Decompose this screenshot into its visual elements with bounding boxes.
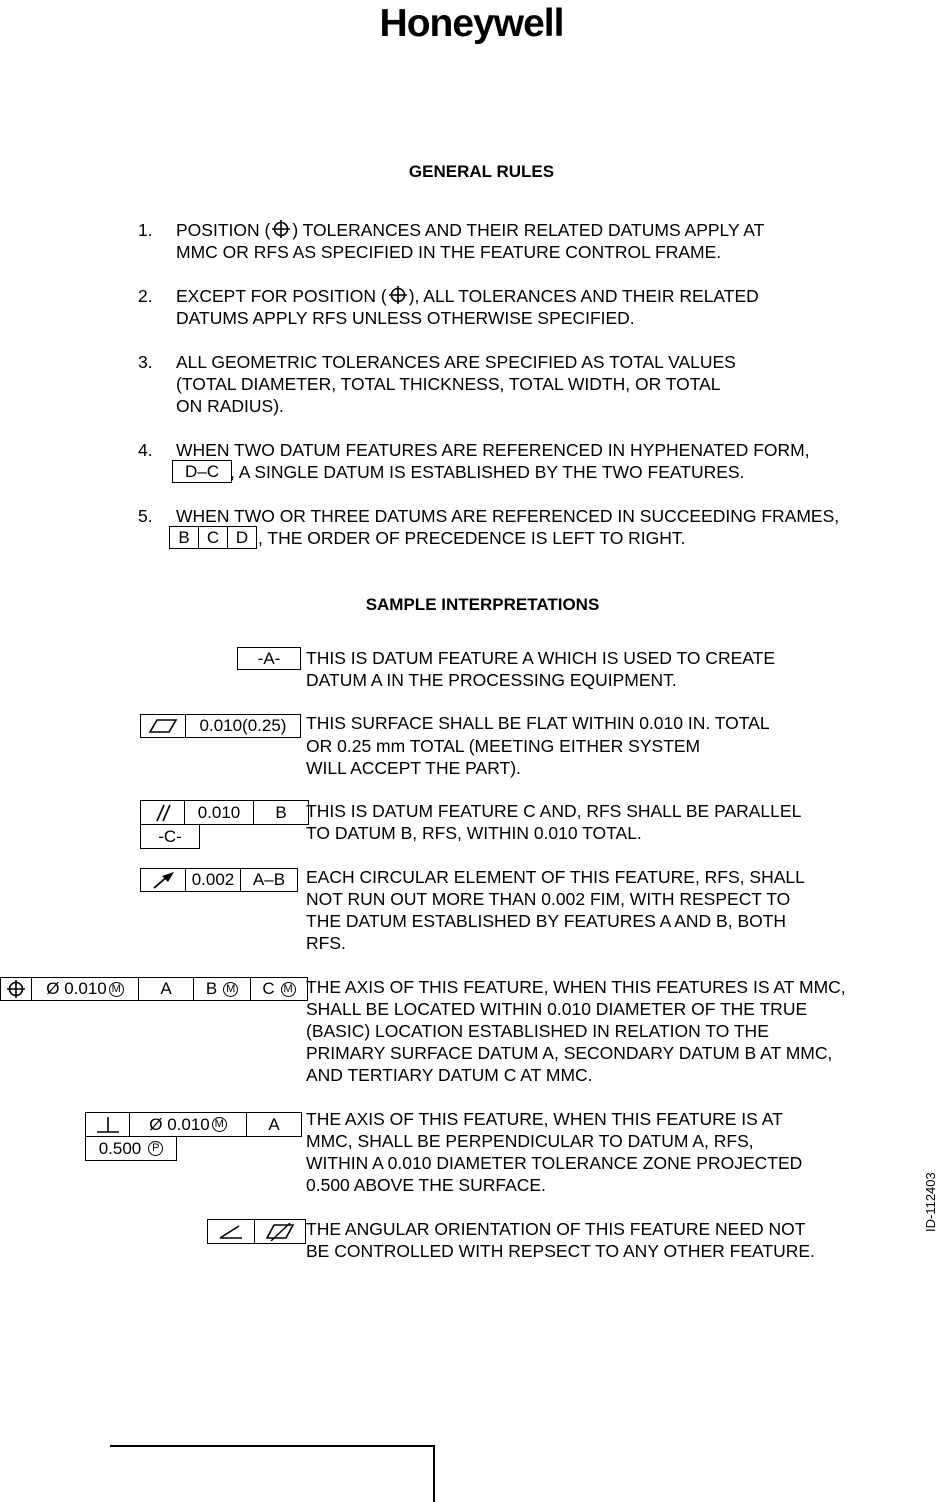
datum-frame-d-c-label: D–C [184, 461, 219, 481]
mmc-modifier-icon: M [109, 982, 124, 997]
datum-feature-c-label: -C- [158, 826, 182, 846]
honeywell-logo: Honeywell [379, 2, 564, 45]
position-symbol-icon [271, 219, 291, 239]
angularity-frame [207, 1219, 306, 1244]
sample-5-line1: THE AXIS OF THIS FEATURE, WHEN THIS FEATURES IS AT MMC, [306, 977, 846, 997]
general-rules-title: GENERAL RULES [408, 162, 555, 181]
sample-5-line5: AND TERTIARY DATUM C AT MMC. [306, 1065, 593, 1085]
sample-6-line1: THE AXIS OF THIS FEATURE, WHEN THIS FEATURE IS AT [306, 1109, 783, 1129]
projected-zone-modifier-icon: P [148, 1141, 163, 1156]
rule-5-number: 5. [138, 506, 153, 526]
rule-3-number: 3. [138, 352, 153, 372]
datum-feature-a-label: -A- [257, 648, 281, 668]
sample-6-line3: WITHIN A 0.010 DIAMETER TOLERANCE ZONE PROJECTED [306, 1153, 803, 1173]
angularity-icon [208, 1220, 255, 1243]
rule-4-line2: , A SINGLE DATUM IS ESTABLISHED BY THE TWO FEATURES. [230, 462, 745, 482]
sample-3-line2: TO DATUM B, RFS, WITHIN 0.010 TOTAL. [306, 823, 642, 843]
parallelism-datum: B [275, 802, 287, 822]
flatness-icon [141, 715, 186, 737]
parallelism-icon [141, 801, 185, 824]
sample-2-line1: THIS SURFACE SHALL BE FLAT WITHIN 0.010 IN. TOTAL [306, 713, 770, 733]
mmc-modifier-icon: M [223, 982, 238, 997]
projected-zone-value: 0.500 P [86, 1137, 176, 1160]
sample-3-line1: THIS IS DATUM FEATURE C AND, RFS SHALL BE PARALLEL [306, 801, 802, 821]
flatness-icon [255, 1220, 305, 1243]
datum-frame-d-c [172, 460, 232, 483]
flatness-tolerance: 0.010(0.25) [199, 716, 287, 735]
sample-4-line2: NOT RUN OUT MORE THAN 0.002 FIM, WITH RESPECT TO [306, 889, 791, 909]
rule-2-line1: EXCEPT FOR POSITION ( ), ALL TOLERANCES AND THEIR RELATED [176, 286, 759, 306]
parallelism-tolerance: 0.010 [185, 801, 254, 824]
position-datum-c: C M [251, 978, 307, 1000]
rule-4-number: 4. [138, 440, 153, 460]
position-tolerance: Ø 0.010 M [32, 978, 139, 1000]
datum-feature-a-frame [237, 647, 301, 670]
projected-zone-frame [85, 1136, 177, 1161]
sample-2-line3: WILL ACCEPT THE PART). [306, 758, 521, 778]
document-id-code: ID-112403 [923, 1172, 938, 1232]
footer-rule-horizontal [110, 1445, 435, 1447]
sample-4-line4: RFS. [306, 933, 346, 953]
rule-2-line2: DATUMS APPLY RFS UNLESS OTHERWISE SPECIFIED. [176, 308, 635, 328]
position-symbol-icon [1, 978, 32, 1000]
rule-2-number: 2. [138, 286, 153, 306]
position-datum-b: B M [194, 978, 251, 1000]
rule-1-line1: POSITION ( ) TOLERANCES AND THEIR RELATED DATUMS APPLY AT [176, 220, 765, 240]
sample-4-line3: THE DATUM ESTABLISHED BY FEATURES A AND B, BOTH [306, 911, 787, 931]
rule-4-line1: WHEN TWO DATUM FEATURES ARE REFERENCED IN HYPHENATED FORM, [176, 440, 810, 460]
rule-5-line1: WHEN TWO OR THREE DATUMS ARE REFERENCED IN SUCCEEDING FRAMES, [176, 506, 840, 526]
position-symbol-icon [388, 285, 408, 305]
rule-1-number: 1. [138, 220, 153, 240]
perpendicularity-tolerance: Ø 0.010 M [130, 1113, 247, 1136]
runout-datum: A–B [252, 870, 286, 889]
mmc-modifier-icon: M [281, 982, 296, 997]
sample-6-line2: MMC, SHALL BE PERPENDICULAR TO DATUM A, RFS, [306, 1131, 754, 1151]
runout-arrow-icon [141, 869, 186, 891]
sample-4-line1: EACH CIRCULAR ELEMENT OF THIS FEATURE, RFS, SHALL [306, 867, 805, 887]
rule-3-line1: ALL GEOMETRIC TOLERANCES ARE SPECIFIED AS TOTAL VALUES [176, 352, 736, 372]
perpendicularity-frame [85, 1112, 302, 1137]
sample-2-line2: OR 0.25 mm TOTAL (MEETING EITHER SYSTEM [306, 736, 701, 756]
sample-7-line2: BE CONTROLLED WITH REPSECT TO ANY OTHER FEATURE. [306, 1241, 815, 1261]
datum-b: B [170, 527, 199, 548]
rule-1-line2: MMC OR RFS AS SPECIFIED IN THE FEATURE CONTROL FRAME. [176, 242, 722, 262]
runout-frame [140, 868, 298, 892]
rule-3-line3: ON RADIUS). [176, 396, 284, 416]
mmc-modifier-icon: M [212, 1117, 227, 1132]
perpendicularity-datum: A [268, 1114, 280, 1134]
datum-frame-b-c-d [169, 526, 257, 549]
position-datum-a: A [139, 978, 194, 1000]
sample-5-line2: SHALL BE LOCATED WITHIN 0.010 DIAMETER OF THE TRUE [306, 999, 808, 1019]
rule-5-line2: , THE ORDER OF PRECEDENCE IS LEFT TO RIGHT. [258, 528, 686, 548]
sample-7-line1: THE ANGULAR ORIENTATION OF THIS FEATURE NEED NOT [306, 1219, 806, 1239]
rule-3-line2: (TOTAL DIAMETER, TOTAL THICKNESS, TOTAL WIDTH, OR TOTAL [176, 374, 721, 394]
sample-6-line4: 0.500 ABOVE THE SURFACE. [306, 1175, 546, 1195]
datum-d: D [235, 527, 249, 547]
datum-c: C [199, 527, 228, 548]
sample-5-line4: PRIMARY SURFACE DATUM A, SECONDARY DATUM B AT MMC, [306, 1043, 833, 1063]
sample-5-line3: (BASIC) LOCATION ESTABLISHED IN RELATION TO THE [306, 1021, 769, 1041]
position-frame [0, 977, 308, 1001]
sample-1-line2: DATUM A IN THE PROCESSING EQUIPMENT. [306, 670, 677, 690]
runout-tolerance: 0.002 [186, 869, 241, 891]
datum-feature-c-frame [140, 824, 200, 849]
perpendicularity-icon [86, 1113, 130, 1136]
flatness-frame [140, 714, 301, 738]
sample-1-line1: THIS IS DATUM FEATURE A WHICH IS USED TO CREATE [306, 648, 775, 668]
parallelism-frame [140, 800, 309, 825]
footer-rule-vertical [433, 1445, 435, 1502]
sample-interpretations-title: SAMPLE INTERPRETATIONS [365, 595, 600, 614]
